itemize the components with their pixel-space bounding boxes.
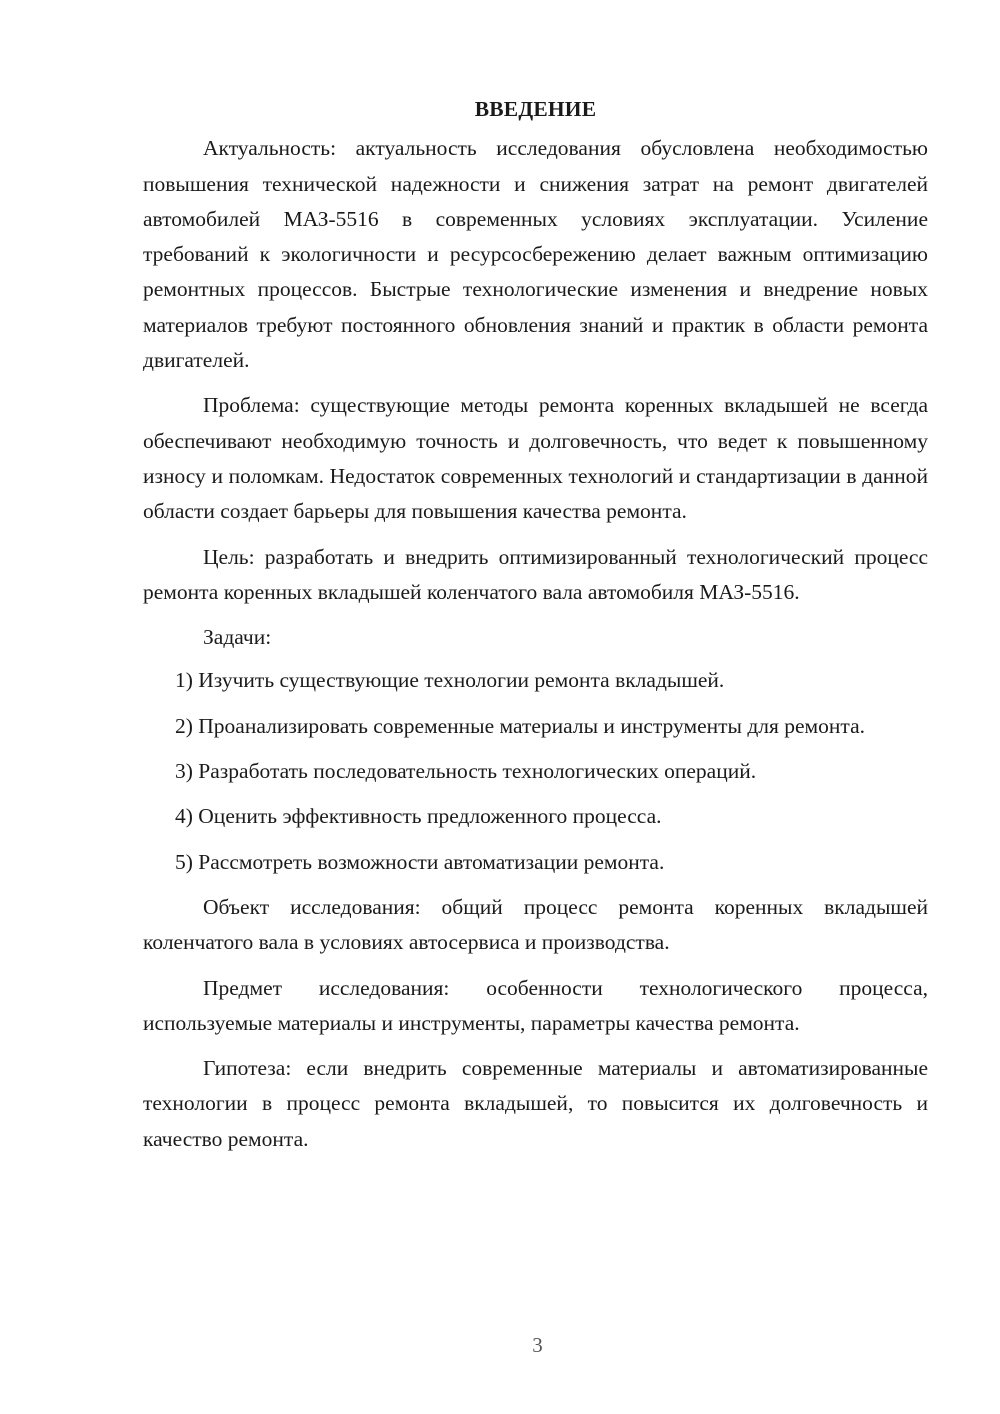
task-item: 5) Рассмотреть возможности автоматизации ремонта. bbox=[175, 849, 665, 874]
paragraph-problem: Проблема: существующие методы ремонта коренных вкладышей не всегда обеспечивают необходимую точность и долговечность, что ведет к повышенному износу и поломкам. Недостаток современных технологий и стандартизации в данной области создает барьеры для повышения качества ремонта. bbox=[143, 393, 928, 524]
paragraph-object: Объект исследования: общий процесс ремонта коренных вкладышей коленчатого вала в условиях автосервиса и производства. bbox=[143, 894, 928, 955]
task-item: 1) Изучить существующие технологии ремонта вкладышей. bbox=[175, 668, 725, 693]
document-page bbox=[143, 92, 928, 1157]
paragraph-subject: Предмет исследования: особенности технологического процесса, используемые материалы и инструменты, параметры качества ремонта. bbox=[143, 975, 928, 1035]
task-item: 3) Разработать последовательность технологических операций. bbox=[175, 759, 757, 784]
task-item: 2) Проанализировать современные материалы и инструменты для ремонта. bbox=[175, 713, 865, 738]
paragraph-goal: Цель: разработать и внедрить оптимизированный технологический процесс ремонта коренных вкладышей коленчатого вала автомобиля МАЗ-5516. bbox=[143, 544, 928, 604]
page-number: 3 bbox=[532, 1333, 543, 1357]
paragraph-hypothesis: Гипотеза: если внедрить современные материалы и автоматизированные технологии в процесс ремонта вкладышей, то повысится их долговечность и качество ремонта. bbox=[143, 1056, 928, 1151]
tasks-title: Задачи: bbox=[203, 625, 272, 650]
paragraph-relevance: Актуальность: актуальность исследования обусловлена необходимостью повышения технической надежности и снижения затрат на ремонт двигателей автомобилей МАЗ-5516 в современных условиях эксплуатации. Усиление требований к экологичности и ресурсосбережению делает важным оптимизацию ремонтных процессов. Быстрые технологические изменения и внедрение новых материалов требуют постоянного обновления знаний и практик в области ремонта двигателей. bbox=[143, 136, 928, 373]
page-title: ВВЕДЕНИЕ bbox=[474, 97, 597, 121]
task-item: 4) Оценить эффективность предложенного процесса. bbox=[175, 804, 662, 829]
